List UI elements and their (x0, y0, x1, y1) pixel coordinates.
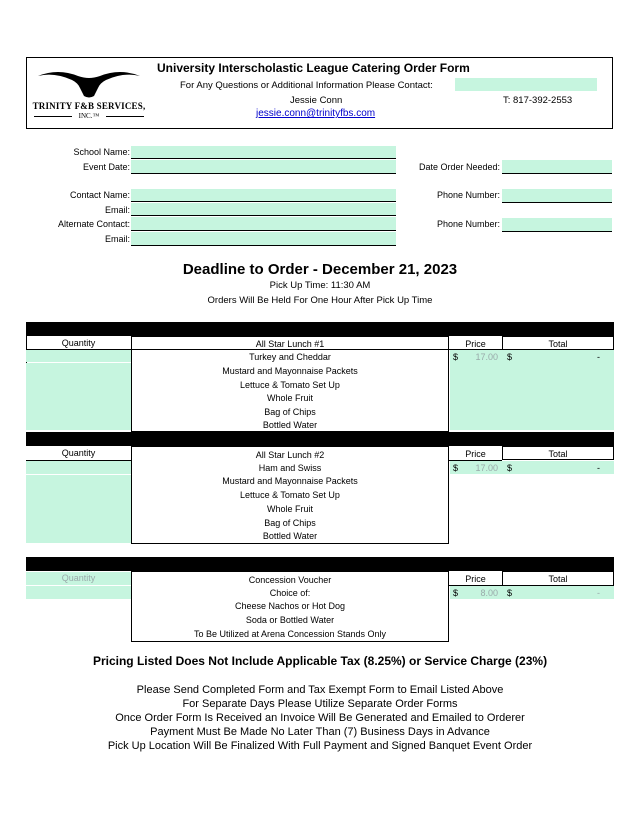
pickup-time: Pick Up Time: 11:30 AM (269, 280, 371, 291)
voucher-item-2: Soda or Bottled Water (245, 615, 335, 625)
lunch2-title: All Star Lunch #2 (131, 446, 449, 544)
instruction-line: Payment Must Be Made No Later Than (7) Business Days in Advance (150, 726, 490, 738)
lunch2-item-5: Bottled Water (262, 531, 318, 541)
form-title: University Interscholastic League Catering Order Form (157, 61, 470, 75)
voucher-price: 8.00 (480, 588, 498, 598)
orders-held: Orders Will Be Held For One Hour After Pick Up Time (207, 295, 433, 306)
voucher-price-currency: $ (453, 588, 459, 598)
email2-field[interactable] (131, 232, 396, 246)
contact-line: For Any Questions or Additional Information Please Contact: (180, 80, 433, 91)
voucher-quantity-header: Quantity (26, 572, 131, 585)
longhorn-icon (28, 66, 150, 100)
lunch2-price-currency: $ (453, 463, 459, 473)
lunch2-item-1: Mustard and Mayonnaise Packets (222, 476, 358, 486)
date-needed-field[interactable] (502, 160, 612, 174)
instruction-line: Please Send Completed Form and Tax Exempt Form to Email Listed Above (136, 684, 504, 696)
phone-number-field[interactable] (502, 189, 612, 203)
voucher-item-1: Cheese Nachos or Hot Dog (234, 601, 346, 611)
alternate-contact-field[interactable] (131, 217, 396, 231)
school-name-label: School Name: (73, 147, 130, 157)
email-label: Email: (104, 205, 130, 215)
voucher-item-0: Choice of: (269, 588, 311, 598)
deadline-title: Deadline to Order - December 21, 2023 (182, 261, 458, 278)
lunch1-quantity-area (26, 363, 131, 430)
lunch2-item-4: Bag of Chips (264, 518, 316, 528)
lunch1-title: All Star Lunch #1 (131, 336, 449, 432)
voucher-item-3: To Be Utilized at Arena Concession Stands Only (193, 629, 387, 639)
date-needed-label: Date Order Needed: (418, 162, 500, 172)
school-name-field[interactable] (131, 146, 396, 159)
logo-rule-left (34, 116, 72, 117)
lunch1-item-3: Whole Fruit (266, 393, 313, 403)
lunch1-item-2: Lettuce & Tomato Set Up (240, 380, 340, 390)
instruction-line: Pick Up Location Will Be Finalized With Full Payment and Signed Banquet Event Order (107, 740, 533, 752)
contact-name: Jessie Conn (290, 95, 343, 106)
contact-email-link[interactable]: jessie.conn@trinityfbs.com (256, 108, 376, 119)
voucher-total-currency: $ (507, 588, 513, 598)
lunch1-total-currency: $ (507, 352, 513, 362)
lunch2-quantity-header: Quantity (61, 448, 96, 458)
voucher-total: - (597, 588, 600, 598)
lunch1-item-5: Bottled Water (262, 420, 318, 430)
lunch1-total-header: Total (502, 336, 614, 350)
lunch1-quantity-field[interactable] (26, 350, 131, 362)
logo-text: TRINITY F&B SERVICES, (32, 101, 146, 111)
company-logo (28, 66, 150, 124)
lunch1-item-0: Turkey and Cheddar (249, 352, 331, 362)
pricing-note: Pricing Listed Does Not Include Applicable Tax (8.25%) or Service Charge (23%) (92, 654, 548, 668)
contact-phone: T: 817-392-2553 (503, 95, 573, 106)
voucher-title: Concession Voucher (131, 571, 449, 642)
contact-highlight (455, 78, 597, 91)
lunch1-price-total-area (450, 350, 614, 430)
lunch1-price: 17.00 (475, 352, 498, 362)
contact-name-label: Contact Name: (69, 190, 130, 200)
lunch1-quantity-header: Quantity (61, 338, 96, 348)
lunch2-quantity-field[interactable] (26, 461, 131, 474)
event-date-field[interactable] (131, 160, 396, 174)
lunch1-item-1: Mustard and Mayonnaise Packets (222, 366, 358, 376)
phone-number2-field[interactable] (502, 218, 612, 232)
phone-number2-label: Phone Number: (436, 219, 500, 229)
lunch2-item-3: Whole Fruit (266, 504, 313, 514)
email2-label: Email: (104, 234, 130, 244)
lunch2-price: 17.00 (475, 463, 498, 473)
instruction-line: Once Order Form Is Received an Invoice Will Be Generated and Emailed to Orderer (115, 712, 525, 724)
lunch2-item-0: Ham and Swiss (258, 463, 322, 473)
lunch1-price-header: Price (465, 339, 486, 349)
alternate-contact-label: Alternate Contact: (57, 219, 130, 229)
lunch2-total-header: Total (502, 446, 614, 460)
voucher-total-header: Total (502, 571, 614, 586)
lunch2-total: - (597, 463, 600, 473)
logo-rule-right (106, 116, 144, 117)
section-bar-lunch2 (26, 432, 614, 446)
email-field[interactable] (131, 203, 396, 216)
section-bar-lunch1 (26, 322, 614, 336)
lunch1-item-4: Bag of Chips (264, 407, 316, 417)
event-date-label: Event Date: (82, 162, 130, 172)
contact-name-field[interactable] (131, 189, 396, 202)
instruction-line: For Separate Days Please Utilize Separate Order Forms (182, 698, 458, 710)
lunch2-item-2: Lettuce & Tomato Set Up (240, 490, 340, 500)
phone-number-label: Phone Number: (436, 190, 500, 200)
lunch1-total: - (597, 352, 600, 362)
voucher-quantity-field[interactable] (26, 586, 131, 599)
lunch2-quantity-area (26, 475, 131, 543)
logo-sub: INC.™ (78, 112, 100, 120)
lunch1-price-currency: $ (453, 352, 459, 362)
section-bar-voucher (26, 557, 614, 571)
voucher-price-header: Price (465, 574, 486, 584)
lunch2-price-header: Price (465, 449, 486, 459)
lunch2-total-currency: $ (507, 463, 513, 473)
